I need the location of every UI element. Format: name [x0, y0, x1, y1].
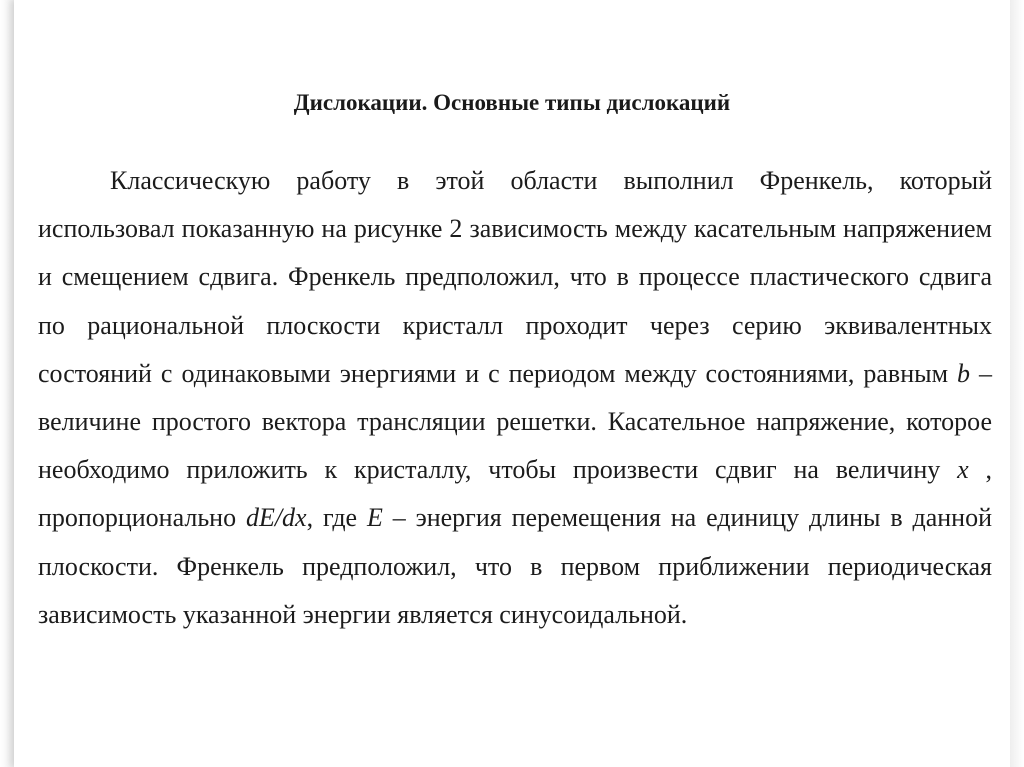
paragraph-text-3: , пропорционально	[38, 455, 992, 533]
document-page	[14, 0, 1010, 767]
variable-x: x	[957, 455, 969, 485]
paragraph-text-5: – энергия перемещения на единицу длины в данной плоскости. Френкель предположил, что в первом приближении периодическая зависимость указанной энергии является синусоидальной.	[38, 503, 993, 629]
paragraph-text-1: Классическую работу в этой области выполнил Френкель, который использовал показанную на рисунке 2 зависимость между касательным напряжением и смещением сдвига. Френкель предположил, что в процессе пластического сдвига по рациональной плоскости кристалл проходит через серию эквивалентных состояний с одинаковыми энергиями и с периодом между состояниями, равным	[38, 166, 992, 388]
paragraph-text-4: , где	[306, 503, 367, 533]
paragraph-text-2: – величине простого вектора трансляции решетки. Касательное напряжение, которое необходимо приложить к кристаллу, чтобы произвести сдвиг на величину	[38, 358, 993, 485]
variable-b: b	[957, 358, 971, 388]
variable-dEdx: dE/dx	[245, 503, 307, 533]
document-title: Дислокации. Основные типы дислокаций	[293, 90, 731, 115]
variable-E: E	[366, 503, 383, 533]
page-edge-left	[0, 0, 14, 767]
page-edge-right	[1010, 0, 1024, 767]
body-paragraph	[38, 157, 992, 639]
